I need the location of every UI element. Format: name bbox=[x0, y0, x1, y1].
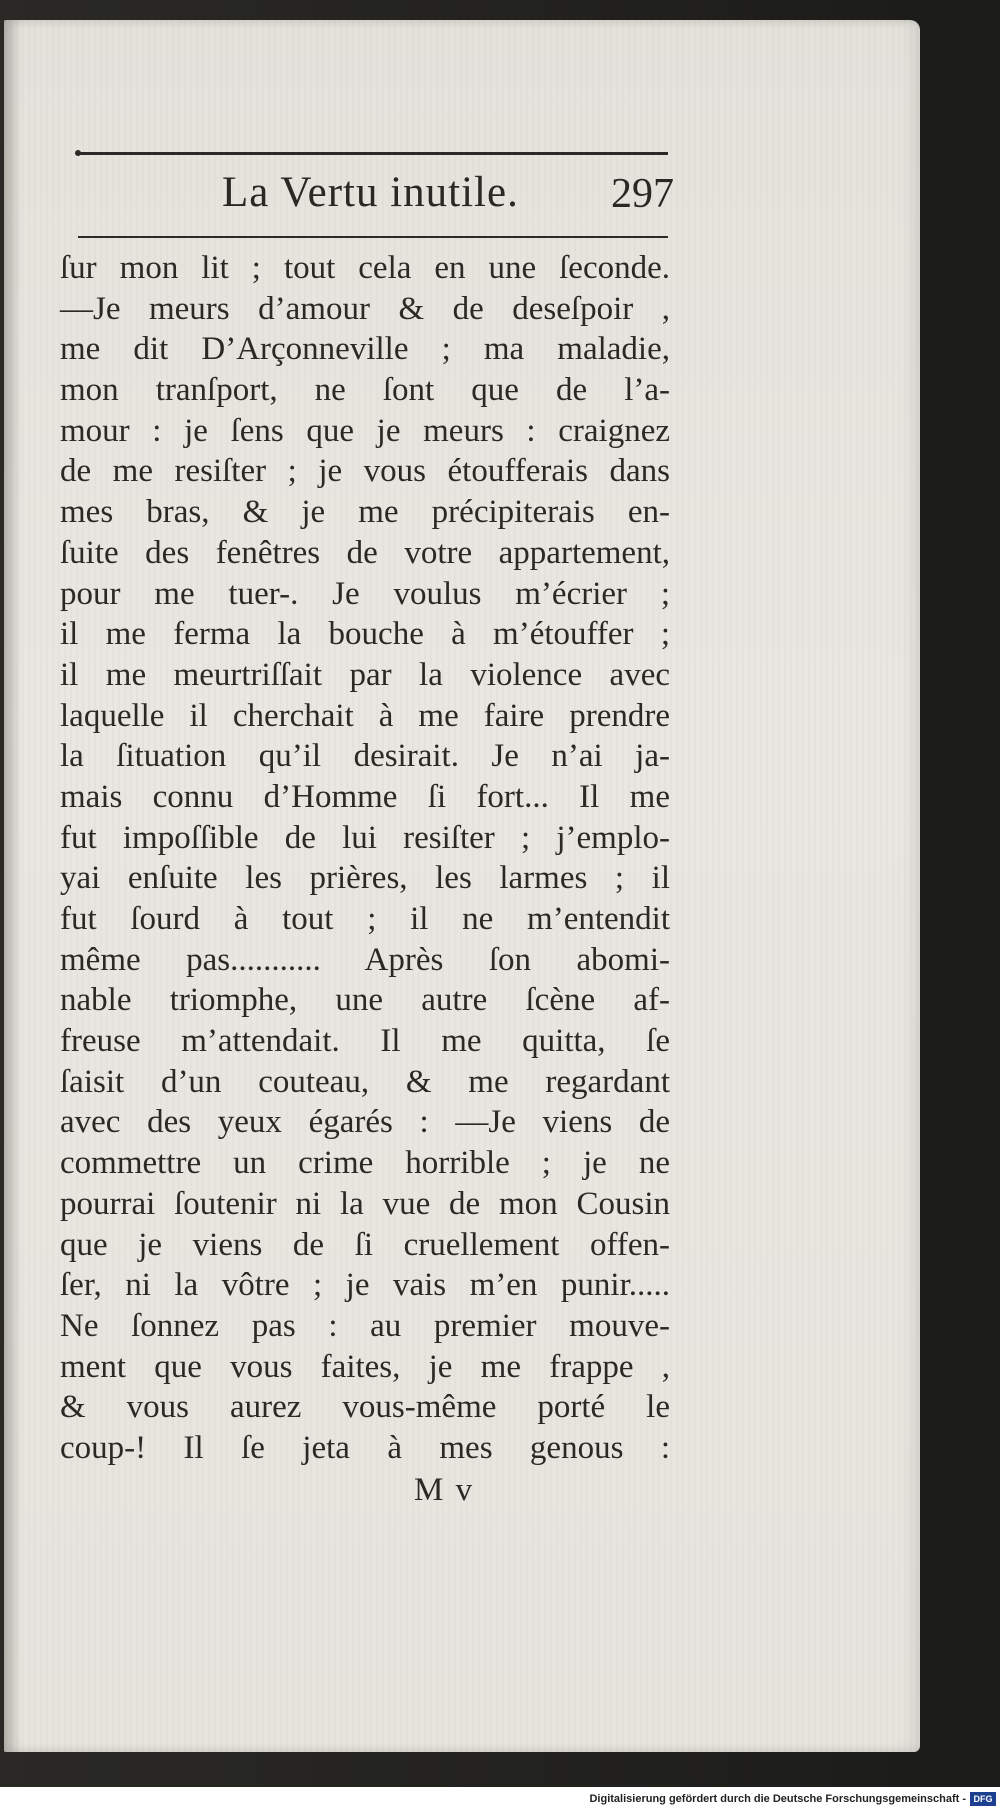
text-line: & vous aurez vous-même porté le bbox=[60, 1389, 670, 1426]
text-line: fut ſourd à tout ; il ne m’entendit bbox=[60, 901, 670, 937]
text-line: même pas........... Après ſon abomi- bbox=[60, 941, 670, 978]
text-line: yai enſuite les prières, les larmes ; il bbox=[60, 860, 670, 897]
body-text bbox=[60, 248, 670, 1469]
page-gutter-shadow bbox=[4, 20, 22, 1752]
signature-mark: M v bbox=[414, 1472, 475, 1508]
text-line: me dit D’Arçonneville ; ma maladie, bbox=[60, 331, 670, 368]
funding-credit: Digitalisierung gefördert durch die Deutsche Forschungsgemeinschaft - bbox=[589, 1793, 966, 1805]
text-line: mour : je ſens que je meurs : craignez bbox=[60, 412, 670, 449]
header-rule-top bbox=[78, 152, 668, 155]
page-number: 297 bbox=[611, 171, 674, 217]
text-line: de me resiſter ; je vous étoufferais dans bbox=[60, 453, 670, 490]
text-line: mon tranſport, ne ſont que de l’a- bbox=[60, 372, 670, 409]
dfg-logo-icon: DFG bbox=[970, 1792, 996, 1806]
text-line: pourrai ſoutenir ni la vue de mon Cousin bbox=[60, 1185, 670, 1222]
digitization-footer bbox=[0, 1787, 1000, 1809]
text-line: laquelle il cherchait à me faire prendre bbox=[60, 697, 670, 734]
text-line: mais connu d’Homme ſi fort... Il me bbox=[60, 778, 670, 815]
text-line: freuse m’attendait. Il me quitta, ſe bbox=[60, 1023, 670, 1060]
text-line: commettre un crime horrible ; je ne bbox=[60, 1145, 670, 1182]
text-line: Ne ſonnez pas : au premier mouve- bbox=[60, 1307, 670, 1344]
text-line: ſer, ni la vôtre ; je vais m’en punir..... bbox=[60, 1267, 670, 1304]
text-line: il me ferma la bouche à m’étouffer ; bbox=[60, 616, 670, 653]
header-rule-bottom bbox=[78, 236, 668, 238]
text-line: nable triomphe, une autre ſcène af- bbox=[60, 982, 670, 1019]
text-line: la ſituation qu’il desirait. Je n’ai ja- bbox=[60, 738, 670, 775]
text-line: pour me tuer-. Je voulus m’écrier ; bbox=[60, 575, 670, 612]
text-line: —Je meurs d’amour & de deseſpoir , bbox=[60, 290, 670, 327]
text-line: avec des yeux égarés : —Je viens de bbox=[60, 1104, 670, 1141]
text-line: ſuite des fenêtres de votre appartement, bbox=[60, 534, 670, 571]
text-line: ment que vous faites, je me frappe , bbox=[60, 1348, 670, 1385]
text-line: mes bras, & je me précipiterais en- bbox=[60, 494, 670, 531]
book-page bbox=[4, 20, 920, 1752]
text-line: ſaisit d’un couteau, & me regardant bbox=[60, 1063, 670, 1100]
text-line: que je viens de ſi cruellement offen- bbox=[60, 1226, 670, 1263]
text-line: coup-! Il ſe jeta à mes genous : bbox=[60, 1429, 670, 1466]
text-line: fut impoſſible de lui resiſter ; j’emplo- bbox=[60, 819, 670, 856]
running-title: La Vertu inutile. bbox=[222, 169, 519, 216]
text-line: il me meurtriſſait par la violence avec bbox=[60, 656, 670, 693]
text-line: ſur mon lit ; tout cela en une ſeconde. bbox=[60, 250, 670, 286]
running-head bbox=[74, 168, 674, 228]
